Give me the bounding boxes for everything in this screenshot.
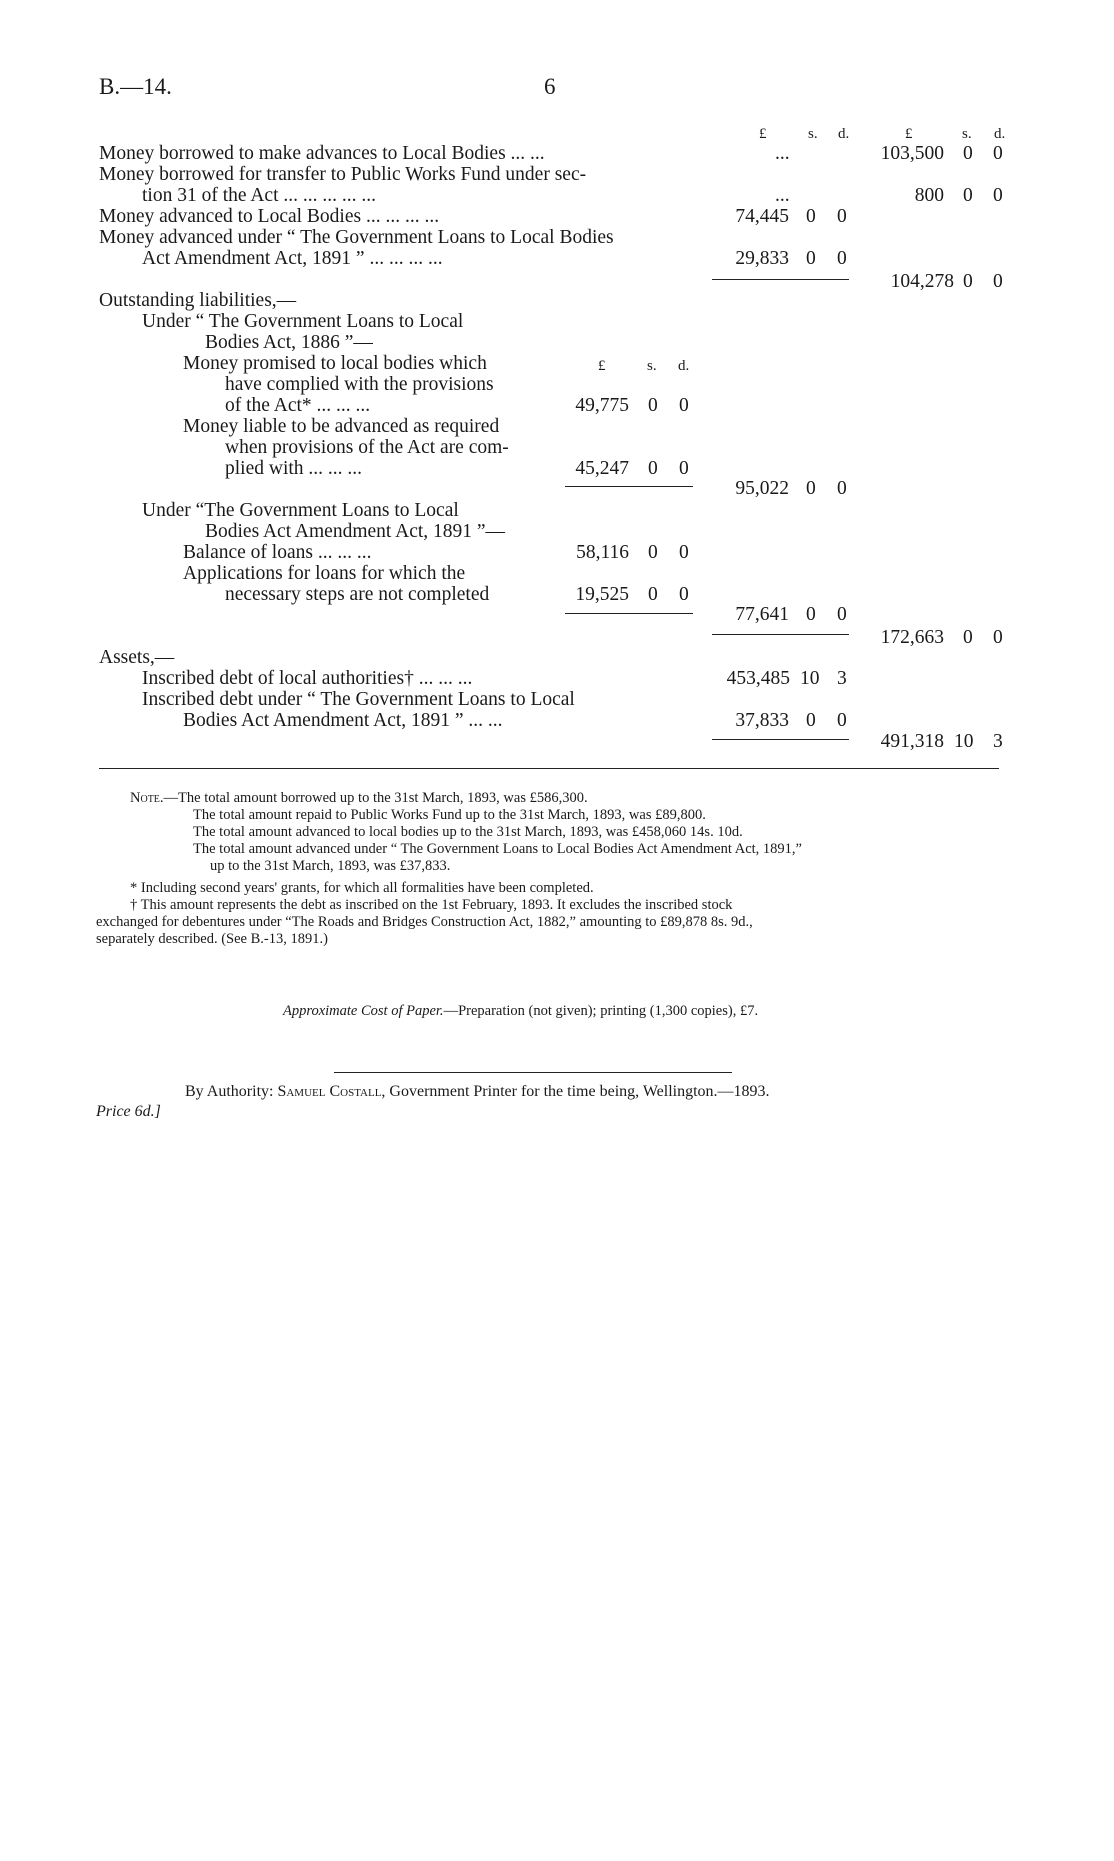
section1-total-s: 0 <box>963 271 973 292</box>
liable-line3: plied with ... ... ... <box>225 458 363 479</box>
row-advanced-1891-b-d: 0 <box>837 248 847 269</box>
inscribed-1891-b-s: 0 <box>806 710 816 731</box>
subtotal-1886-s: 0 <box>806 478 816 499</box>
subtotal-1891-s: 0 <box>806 604 816 625</box>
applications-a-pounds: 19,525 <box>575 584 629 605</box>
promised-a-d: 0 <box>679 395 689 416</box>
cost-of-paper <box>283 1003 758 1020</box>
rule-b-outstanding <box>712 634 849 635</box>
row-advanced-1891-line1: Money advanced under “ The Government Loans to Local Bodies <box>99 227 614 248</box>
row-borrowed-advances-c-s: 0 <box>963 143 973 164</box>
rule-b-assets <box>712 739 849 740</box>
row-borrowed-transfer-line2: tion 31 of the Act ... ... ... ... ... <box>142 185 376 206</box>
subtotal-1886-d: 0 <box>837 478 847 499</box>
note-1 <box>130 790 588 807</box>
table-bottom-rule <box>99 768 999 769</box>
inscribed-1891-b-d: 0 <box>837 710 847 731</box>
assets-heading: Assets,— <box>99 647 175 668</box>
row-borrowed-transfer-line1: Money borrowed for transfer to Public Works Fund under sec- <box>99 164 587 185</box>
inscribed-local: Inscribed debt of local authorities† ... ... ... <box>142 668 473 689</box>
price: Price 6d.] <box>96 1103 161 1120</box>
footnote-dagger-line1: † This amount represents the debt as inscribed on the 1st February, 1893. It excludes the inscribed stock <box>130 897 733 913</box>
imprint <box>185 1083 770 1101</box>
col-a-pound: £ <box>598 358 606 374</box>
row-borrowed-transfer-c-pounds: 800 <box>914 185 944 206</box>
liable-a-pounds: 45,247 <box>575 458 629 479</box>
row-borrowed-advances-c-pounds: 103,500 <box>880 143 944 164</box>
row-borrowed-transfer-b: ... <box>775 185 790 206</box>
inscribed-local-b-s: 10 <box>800 668 820 689</box>
liable-line1: Money liable to be advanced as required <box>183 416 500 437</box>
footnote-asterisk: * Including second years' grants, for which all formalities have been completed. <box>130 880 594 896</box>
balance-a-s: 0 <box>648 542 658 563</box>
cost-label: Approximate Cost of Paper. <box>283 1003 444 1019</box>
col-b-pound: £ <box>759 126 767 142</box>
note-1-text: —The total amount borrowed up to the 31st March, 1893, was £586,300. <box>163 790 588 806</box>
assets-total-pounds: 491,318 <box>880 731 944 752</box>
outstanding-heading: Outstanding liabilities,— <box>99 290 297 311</box>
balance-a-d: 0 <box>679 542 689 563</box>
inscribed-local-b-d: 3 <box>837 668 847 689</box>
promised-line1: Money promised to local bodies which <box>183 353 487 374</box>
col-c-pound: £ <box>905 126 913 142</box>
outstanding-total-pounds: 172,663 <box>880 627 944 648</box>
applications-a-d: 0 <box>679 584 689 605</box>
col-a-shilling: s. <box>647 358 657 374</box>
applications-a-s: 0 <box>648 584 658 605</box>
row-borrowed-advances-b: ... <box>775 143 790 164</box>
promised-line3: of the Act* ... ... ... <box>225 395 371 416</box>
footnote-dagger-line3: separately described. (See B.-13, 1891.) <box>96 931 328 947</box>
outstanding-total-s: 0 <box>963 627 973 648</box>
subtotal-1891-d: 0 <box>837 604 847 625</box>
imprint-prefix: By Authority: <box>185 1083 278 1100</box>
liable-a-s: 0 <box>648 458 658 479</box>
liable-a-d: 0 <box>679 458 689 479</box>
row-borrowed-transfer-c-d: 0 <box>993 185 1003 206</box>
balance-of-loans: Balance of loans ... ... ... <box>183 542 372 563</box>
inscribed-local-b-pounds: 453,485 <box>726 668 790 689</box>
document-reference: B.—14. <box>99 74 172 99</box>
col-a-pence: d. <box>678 358 690 374</box>
rule-a-1886 <box>565 486 693 487</box>
applications-line1: Applications for loans for which the <box>183 563 466 584</box>
row-advanced-local-b-d: 0 <box>837 206 847 227</box>
footnote-dagger-line2: exchanged for debentures under “The Roads and Bridges Construction Act, 1882,” amounting to £89,878 8s. 9d., <box>96 914 753 930</box>
col-b-shilling: s. <box>808 126 818 142</box>
subtotal-1886-pounds: 95,022 <box>735 478 789 499</box>
assets-total-s: 10 <box>954 731 974 752</box>
row-advanced-local-b-s: 0 <box>806 206 816 227</box>
imprint-rule <box>334 1072 732 1073</box>
note-2: The total amount repaid to Public Works Fund up to the 31st March, 1893, was £89,800. <box>193 807 706 823</box>
balance-a-pounds: 58,116 <box>576 542 629 563</box>
section1-total-pounds: 104,278 <box>890 271 954 292</box>
note-label: Note. <box>130 790 164 806</box>
col-c-pence: d. <box>994 126 1006 142</box>
promised-a-pounds: 49,775 <box>575 395 629 416</box>
printer-name: Samuel Costall <box>277 1083 382 1100</box>
note-3: The total amount advanced to local bodies up to the 31st March, 1893, was £458,060 14s. 10d. <box>193 824 743 840</box>
section1-total-d: 0 <box>993 271 1003 292</box>
row-advanced-1891-b-s: 0 <box>806 248 816 269</box>
cost-text: —Preparation (not given); printing (1,300 copies), £7. <box>443 1003 759 1019</box>
act-1891-line2: Bodies Act Amendment Act, 1891 ”— <box>205 521 506 542</box>
row-advanced-1891-line2: Act Amendment Act, 1891 ” ... ... ... ... <box>142 248 443 269</box>
row-borrowed-transfer-c-s: 0 <box>963 185 973 206</box>
row-advanced-local: Money advanced to Local Bodies ... ... ... ... <box>99 206 440 227</box>
rule-b-section1 <box>712 279 849 280</box>
rule-a-1891 <box>565 613 693 614</box>
imprint-suffix: , Government Printer for the time being, Wellington.—1893. <box>381 1083 770 1100</box>
inscribed-1891-b-pounds: 37,833 <box>735 710 789 731</box>
inscribed-1891-line1: Inscribed debt under “ The Government Loans to Local <box>142 689 575 710</box>
promised-line2: have complied with the provisions <box>225 374 494 395</box>
note-5: up to the 31st March, 1893, was £37,833. <box>210 858 451 874</box>
act-1886-line2: Bodies Act, 1886 ”— <box>205 332 373 353</box>
col-b-pence: d. <box>838 126 850 142</box>
row-advanced-1891-b-pounds: 29,833 <box>735 248 789 269</box>
applications-line2: necessary steps are not completed <box>225 584 490 605</box>
page-number: 6 <box>544 74 556 99</box>
liable-line2: when provisions of the Act are com- <box>225 437 509 458</box>
row-advanced-local-b-pounds: 74,445 <box>735 206 789 227</box>
inscribed-1891-line2: Bodies Act Amendment Act, 1891 ” ... ... <box>183 710 503 731</box>
col-c-shilling: s. <box>962 126 972 142</box>
assets-total-d: 3 <box>993 731 1003 752</box>
promised-a-s: 0 <box>648 395 658 416</box>
note-4: The total amount advanced under “ The Government Loans to Local Bodies Act Amendment Act, 1891,” <box>193 841 802 857</box>
outstanding-total-d: 0 <box>993 627 1003 648</box>
act-1886-line1: Under “ The Government Loans to Local <box>142 311 464 332</box>
row-borrowed-advances: Money borrowed to make advances to Local Bodies ... ... <box>99 143 545 164</box>
act-1891-line1: Under “The Government Loans to Local <box>142 500 459 521</box>
row-borrowed-advances-c-d: 0 <box>993 143 1003 164</box>
subtotal-1891-pounds: 77,641 <box>735 604 789 625</box>
